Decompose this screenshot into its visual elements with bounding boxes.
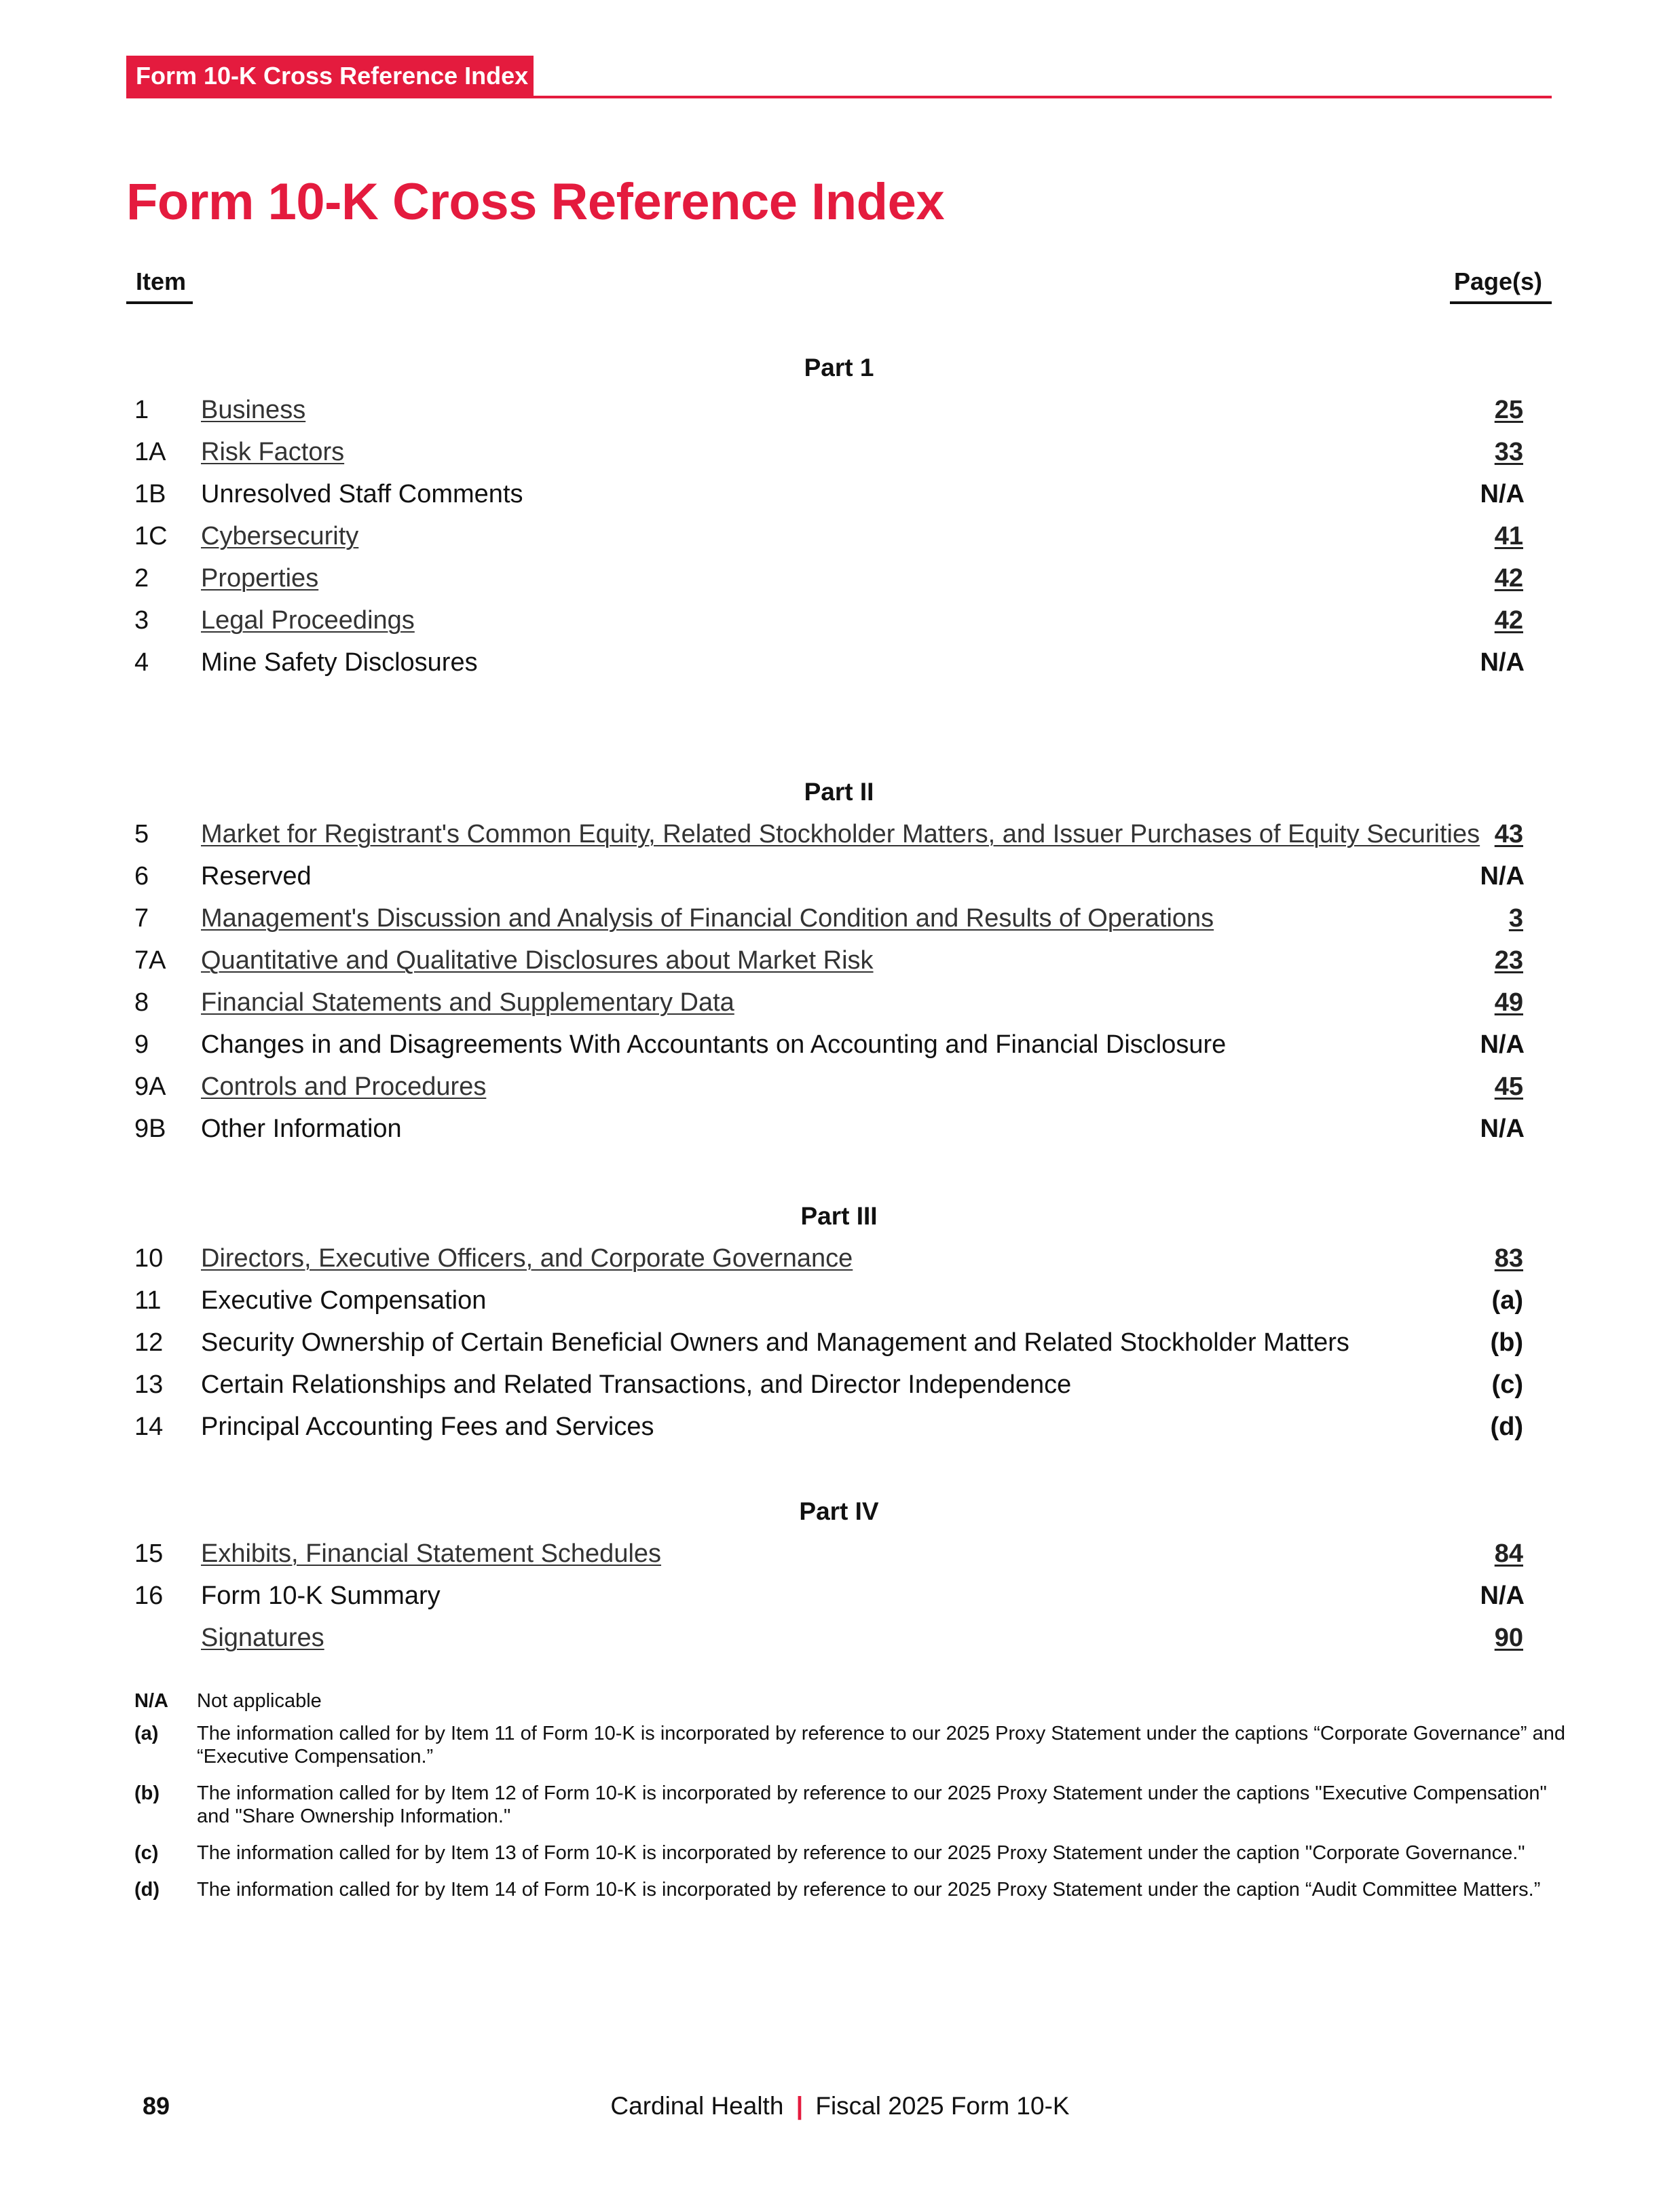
index-row — [126, 643, 1552, 681]
item-number: 9 — [134, 1030, 149, 1059]
item-number: 11 — [134, 1286, 162, 1315]
item-number: 3 — [134, 606, 149, 635]
footer-separator: | — [796, 2092, 804, 2120]
item-title: Changes in and Disagreements With Accountants on Accounting and Financial Disclosure — [201, 1030, 1227, 1059]
item-title: Security Ownership of Certain Beneficial Owners and Management and Related Stockholder Matters — [201, 1328, 1349, 1357]
page-link[interactable]: 3 — [1508, 904, 1523, 933]
footer-company: Cardinal Health — [610, 2092, 784, 2120]
index-row — [126, 1577, 1552, 1615]
item-number: 9A — [134, 1072, 166, 1101]
item-link[interactable]: Quantitative and Qualitative Disclosures about Market Risk — [201, 946, 874, 975]
item-link[interactable]: Cybersecurity — [201, 522, 359, 550]
item-number: 13 — [134, 1370, 164, 1399]
item-number: 9B — [134, 1115, 166, 1143]
page-link[interactable]: 25 — [1494, 396, 1523, 424]
column-header-item: Item — [126, 265, 193, 304]
index-row — [126, 1408, 1552, 1446]
index-row — [126, 1535, 1552, 1573]
item-title: Mine Safety Disclosures — [201, 648, 478, 677]
index-row — [126, 1110, 1552, 1148]
page-value: N/A — [1480, 1115, 1525, 1143]
item-number: 7 — [134, 904, 149, 933]
part-heading: Part IV — [799, 1497, 879, 1525]
index-row — [126, 1026, 1552, 1064]
page-title: Form 10-K Cross Reference Index — [126, 173, 945, 231]
page-link[interactable]: 84 — [1494, 1539, 1523, 1568]
index-row — [126, 1281, 1552, 1320]
item-link[interactable]: Exhibits, Financial Statement Schedules — [201, 1539, 662, 1568]
item-link[interactable]: Signatures — [201, 1624, 324, 1652]
page-value: N/A — [1480, 1582, 1525, 1610]
page-value: N/A — [1480, 1030, 1525, 1059]
index-row — [126, 899, 1552, 937]
item-number: 4 — [134, 648, 149, 677]
footnote-text: Not applicable — [197, 1690, 322, 1712]
item-number: 1C — [134, 522, 168, 550]
item-link[interactable]: Market for Registrant's Common Equity, Related Stockholder Matters, and Issuer Purchases of Equity Securities — [201, 820, 1480, 848]
item-title: Reserved — [201, 862, 312, 891]
item-number: 16 — [134, 1582, 164, 1610]
page-value: N/A — [1480, 648, 1525, 677]
footnote-text: The information called for by Item 14 of Form 10-K is incorporated by reference to our 2025 Proxy Statement under the caption “Audit Committee Matters.” — [197, 1879, 1541, 1901]
part-heading: Part III — [800, 1202, 878, 1230]
item-title: Form 10-K Summary — [201, 1582, 441, 1610]
item-link[interactable]: Risk Factors — [201, 438, 345, 466]
footnote-text: The information called for by Item 13 of Form 10-K is incorporated by reference to our 2025 Proxy Statement under the caption "Corporate Governance." — [197, 1842, 1525, 1864]
footnote-text: The information called for by Item 11 of Form 10-K is incorporated by reference to our 2025 Proxy Statement under the captions “Corporate Governance” and “Executive Compensation.” — [197, 1723, 1566, 1767]
item-number: 2 — [134, 564, 149, 593]
page-link[interactable]: 83 — [1494, 1244, 1523, 1273]
header-tab: Form 10-K Cross Reference Index — [126, 56, 534, 96]
footnote-mark: (c) — [134, 1842, 159, 1864]
item-title: Unresolved Staff Comments — [201, 480, 523, 508]
page-link[interactable]: 45 — [1494, 1072, 1523, 1101]
index-row — [126, 984, 1552, 1022]
index-row — [126, 601, 1552, 639]
item-number: 6 — [134, 862, 149, 891]
page-value: N/A — [1480, 862, 1525, 891]
footnote-mark: N/A — [134, 1690, 168, 1712]
page-link[interactable]: 41 — [1494, 522, 1523, 550]
index-row — [126, 941, 1552, 979]
item-number: 15 — [134, 1539, 164, 1568]
index-row — [126, 1619, 1552, 1657]
page-link[interactable]: 49 — [1494, 988, 1523, 1017]
item-title: Principal Accounting Fees and Services — [201, 1412, 654, 1441]
column-header-pages: Page(s) — [1450, 265, 1552, 304]
index-row — [126, 815, 1552, 853]
index-row — [126, 857, 1552, 895]
page-link[interactable]: 43 — [1494, 820, 1523, 848]
footer-document: Fiscal 2025 Form 10-K — [815, 2092, 1070, 2120]
item-number: 5 — [134, 820, 149, 848]
item-title: Other Information — [201, 1115, 402, 1143]
item-number: 14 — [134, 1412, 164, 1441]
page-footnote-ref: (d) — [1490, 1412, 1523, 1441]
item-title: Executive Compensation — [201, 1286, 487, 1315]
page-footnote-ref: (c) — [1491, 1370, 1523, 1399]
page-footnote-ref: (a) — [1491, 1286, 1523, 1315]
page-link[interactable]: 42 — [1494, 564, 1523, 593]
footnote-mark: (d) — [134, 1879, 160, 1901]
part-heading: Part 1 — [804, 354, 874, 381]
item-number: 1A — [134, 438, 166, 466]
item-link[interactable]: Directors, Executive Officers, and Corporate Governance — [201, 1244, 853, 1273]
footnote-mark: (a) — [134, 1723, 159, 1744]
part-heading: Part II — [804, 778, 874, 806]
index-row — [126, 517, 1552, 555]
index-row — [126, 559, 1552, 597]
item-title: Certain Relationships and Related Transactions, and Director Independence — [201, 1370, 1072, 1399]
index-row — [126, 1239, 1552, 1277]
page-link[interactable]: 90 — [1494, 1624, 1523, 1652]
index-row — [126, 1366, 1552, 1404]
page-link[interactable]: 33 — [1494, 438, 1523, 466]
item-link[interactable]: Legal Proceedings — [201, 606, 415, 635]
item-link[interactable]: Management's Discussion and Analysis of Financial Condition and Results of Operations — [201, 904, 1214, 933]
footnote-mark: (b) — [134, 1782, 160, 1804]
item-link[interactable]: Business — [201, 396, 306, 424]
footnote-text: The information called for by Item 12 of Form 10-K is incorporated by reference to our 2025 Proxy Statement under the captions "Executive Compensation" and "Share Ownership Information." — [197, 1782, 1547, 1827]
item-link[interactable]: Properties — [201, 564, 319, 593]
page-link[interactable]: 23 — [1494, 946, 1523, 975]
item-link[interactable]: Controls and Procedures — [201, 1072, 487, 1101]
index-row — [126, 391, 1552, 429]
index-row — [126, 1068, 1552, 1106]
item-number: 8 — [134, 988, 149, 1017]
header-rule — [126, 96, 1552, 98]
item-number: 12 — [134, 1328, 164, 1357]
item-number: 1 — [134, 396, 149, 424]
page-value: N/A — [1480, 480, 1525, 508]
index-row — [126, 475, 1552, 513]
page-footnote-ref: (b) — [1490, 1328, 1523, 1357]
page-link[interactable]: 42 — [1494, 606, 1523, 635]
index-row — [126, 433, 1552, 471]
item-number: 1B — [134, 480, 166, 508]
item-number: 7A — [134, 946, 166, 975]
footer-text — [0, 2089, 1680, 2123]
index-row — [126, 1324, 1552, 1362]
item-number: 10 — [134, 1244, 164, 1273]
item-link[interactable]: Financial Statements and Supplementary Data — [201, 988, 734, 1017]
page-number: 89 — [143, 2092, 170, 2120]
